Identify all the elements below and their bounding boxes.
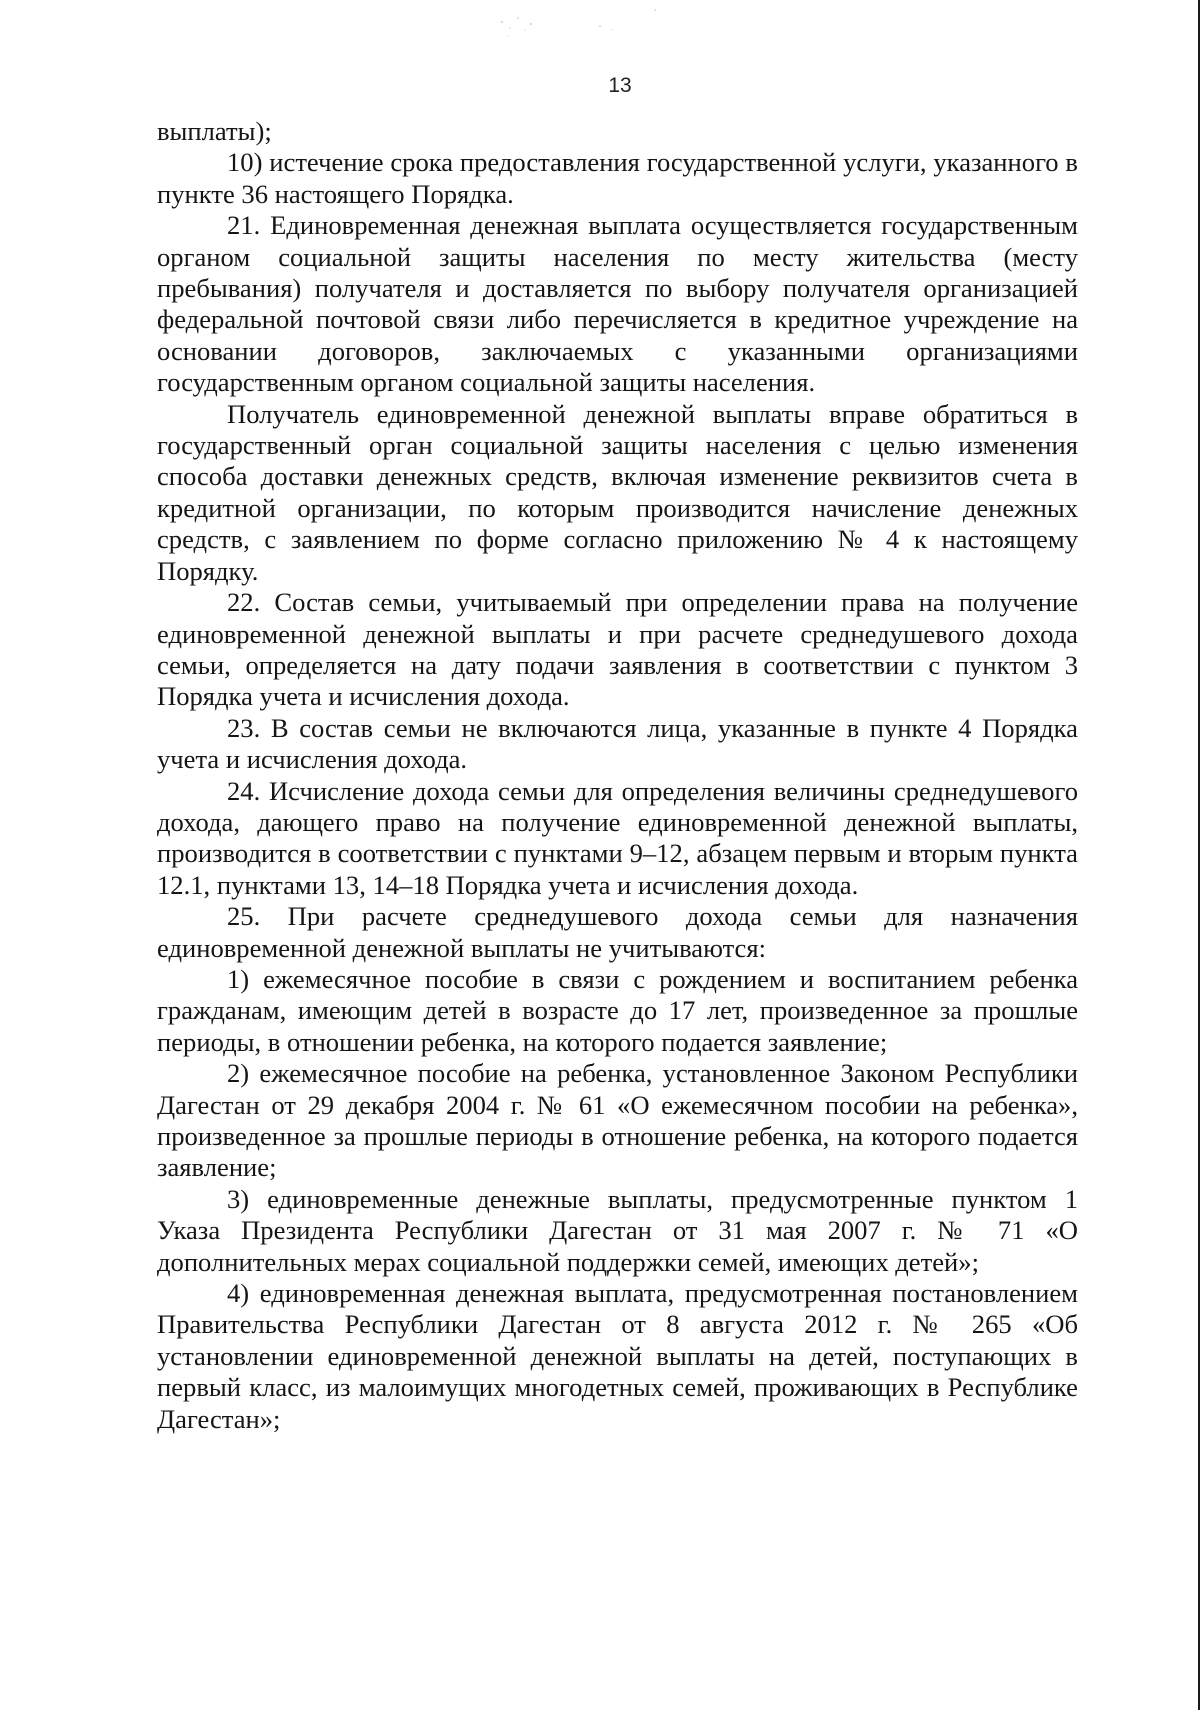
paragraph: 25. При расчете среднедушевого дохода семьи для назначения единовременной денежной выплаты не учитываются: — [157, 901, 1078, 963]
paragraph: Получатель единовременной денежной выплаты вправе обратиться в государственный орган социальной защиты населения с целью изменения способа доставки денежных средств, включая изменение реквизитов счета в кредитной организации, по которым производится начисление денежных средств, с заявлением по форме согласно приложению № 4 к настоящему Порядку. — [157, 398, 1078, 586]
paragraph: 23. В состав семьи не включаются лица, указанные в пункте 4 Порядка учета и исчисления дохода. — [157, 712, 1078, 775]
paragraph: 22. Состав семьи, учитываемый при определении права на получение единовременной денежной выплаты и при расчете среднедушевого дохода семьи, определяется на дату подачи заявления в соответствии с пунктом 3 Порядка учета и исчисления дохода. — [157, 587, 1078, 712]
paragraph: 3) единовременные денежные выплаты, предусмотренные пунктом 1 Указа Президента Республики Дагестан от 31 мая 2007 г. № 71 «О дополнительных мерах социальной поддержки семей, имеющих детей»; — [157, 1183, 1078, 1277]
paragraph: 4) единовременная денежная выплата, предусмотренная постановлением Правительства Республики Дагестан от 8 августа 2012 г. № 265 «Об установлении единовременной денежной выплаты на детей, поступающих в первый класс, из малоимущих многодетных семей, проживающих в Республике Дагестан»; — [157, 1278, 1078, 1434]
page-number: 13 — [608, 74, 632, 97]
paragraph: выплаты); — [157, 116, 272, 146]
paragraph: 10) истечение срока предоставления государственной услуги, указанного в пункте 36 настоящего Порядка. — [157, 147, 1078, 209]
scan-noise — [490, 6, 670, 46]
paragraph: 1) ежемесячное пособие в связи с рождением и воспитанием ребенка гражданам, имеющим детей в возрасте до 17 лет, произведенное за прошлые периоды, в отношении ребенка, на которого подается заявление; — [157, 963, 1078, 1057]
paragraph: 2) ежемесячное пособие на ребенка, установленное Законом Республики Дагестан от 29 декабря 2004 г. № 61 «О ежемесячном пособии на ребенка», произведенное за прошлые периоды в отношение ребенка, на которого подается заявление; — [157, 1058, 1078, 1183]
paragraph: 24. Исчисление дохода семьи для определения величины среднедушевого дохода, дающего право на получение единовременной денежной выплаты, производится в соответствии с пунктами 9–12, абзацем первым и вторым пункта 12.1, пунктами 13, 14–18 Порядка учета и исчисления дохода. — [157, 775, 1078, 900]
document-body — [157, 116, 1078, 1435]
paragraph: 21. Единовременная денежная выплата осуществляется государственным органом социальной защиты населения по месту жительства (месту пребывания) получателя и доставляется по выбору получателя организацией федеральной почтовой связи либо перечисляется в кредитное учреждение на основании договоров, заключаемых с указанными организациями государственным органом социальной защиты населения. — [157, 210, 1078, 398]
